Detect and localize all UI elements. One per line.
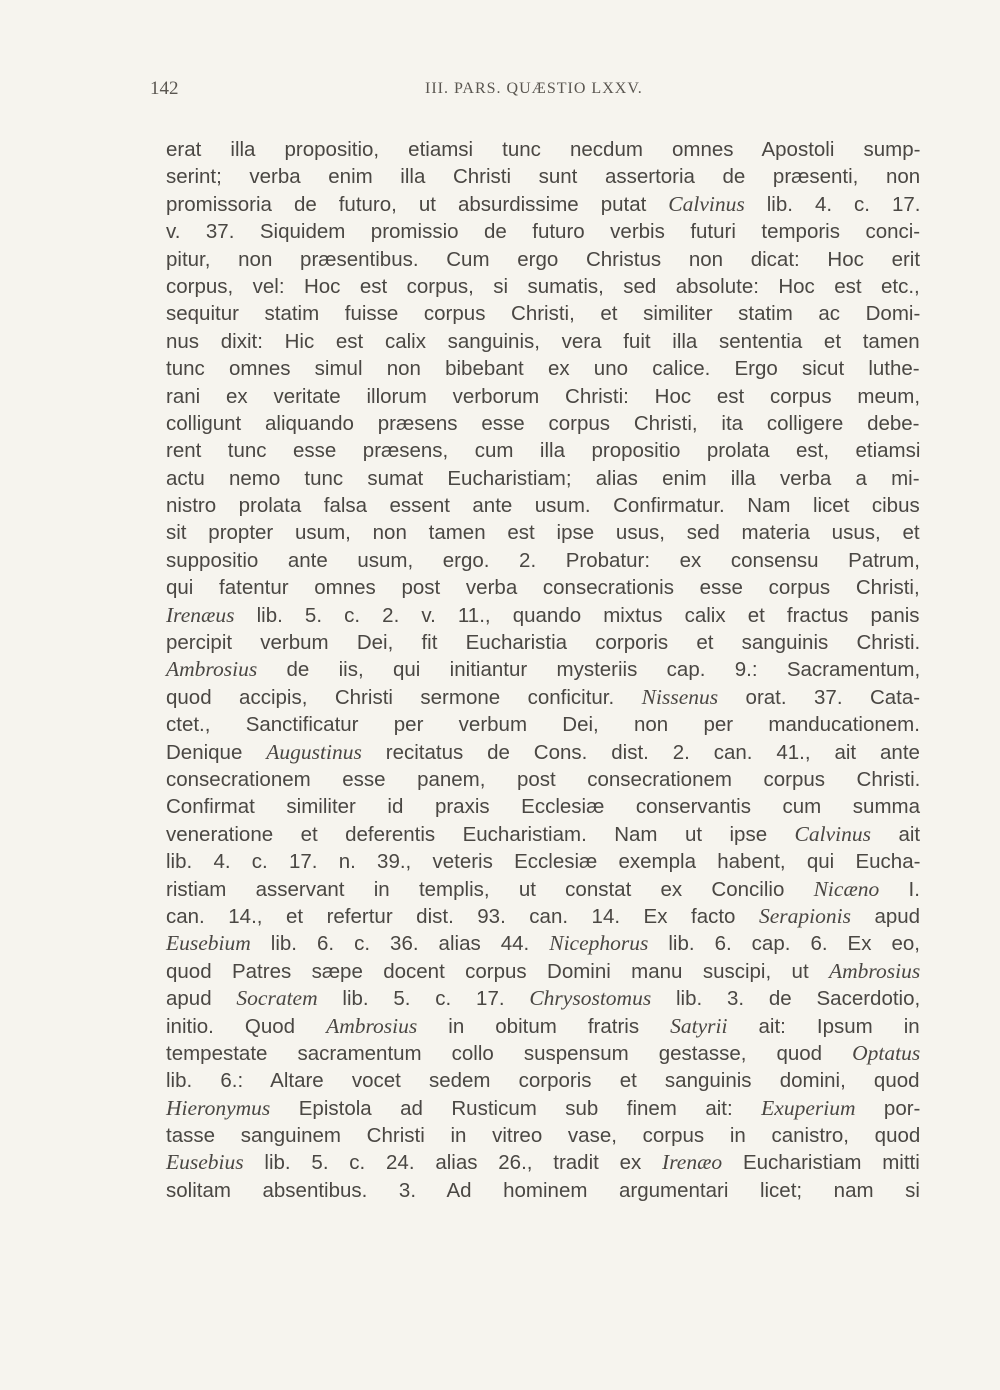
text-line	[166, 684, 920, 711]
text-line	[166, 328, 920, 355]
text-line	[166, 602, 920, 629]
italic-name: Socratem	[236, 986, 318, 1011]
italic-name: Hieronymus	[166, 1095, 271, 1120]
text-segment: I.	[879, 877, 920, 901]
text-line	[166, 547, 920, 574]
text-line	[166, 793, 920, 820]
text-segment: colligunt aliquando præsens esse corpus Christi, ita colligere debe-	[166, 411, 920, 435]
text-segment: lib. 6.: Altare vocet sedem corporis et sanguinis domini, quod	[166, 1069, 920, 1093]
text-segment: recitatus de Cons. dist. 2. can. 41., ait ante	[361, 740, 920, 764]
italic-name: Serapionis	[758, 903, 851, 928]
text-segment: veneratione et deferentis Eucharistiam. Nam ut ipse	[166, 822, 795, 846]
text-segment: lib. 4. c. 17. n. 39., veteris Ecclesiæ exempla habent, qui Eucha-	[166, 850, 921, 874]
text-line	[166, 739, 920, 766]
text-segment: erat illa propositio, etiamsi tunc necdum omnes Apostoli sump-	[166, 138, 921, 161]
italic-name: Chrysostomus	[529, 986, 652, 1011]
text-line	[166, 848, 920, 875]
italic-name: Exuperium	[761, 1095, 856, 1120]
text-line	[166, 629, 920, 656]
text-line	[166, 766, 920, 793]
text-line	[166, 465, 920, 492]
text-line	[166, 930, 920, 957]
text-segment: lib. 3. de Sacerdotio,	[651, 987, 921, 1011]
text-segment: tempestate sacramentum collo suspensum gestasse, quod	[166, 1041, 853, 1065]
text-line	[166, 1095, 920, 1122]
text-segment: Confirmat similiter id praxis Ecclesiæ conservantis cum summa	[166, 795, 921, 819]
italic-name: Irenæus	[166, 602, 235, 627]
text-line	[166, 437, 920, 464]
text-line	[166, 136, 920, 163]
text-line	[166, 410, 920, 437]
text-line	[166, 1013, 920, 1040]
text-line	[166, 246, 920, 273]
text-segment: ristiam asservant in templis, ut constat ex Concilio	[166, 877, 814, 901]
italic-name: Nicephorus	[549, 931, 649, 956]
text-segment: tasse sanguinem Christi in vitreo vase, corpus in canistro, quod	[166, 1124, 921, 1148]
text-segment: lib. 5. c. 2. v. 11., quando mixtus calix et fractus panis	[234, 603, 920, 627]
text-segment: apud	[166, 987, 237, 1011]
italic-name: Ambrosius	[326, 1013, 418, 1038]
text-line	[166, 163, 920, 190]
text-line	[166, 574, 920, 601]
text-line	[166, 300, 920, 327]
italic-name: Calvinus	[794, 821, 871, 846]
text-line	[166, 1067, 920, 1094]
text-line	[166, 273, 920, 300]
text-line	[166, 1149, 920, 1176]
text-segment: percipit verbum Dei, fit Eucharistia corporis et sanguinis Christi.	[166, 631, 921, 655]
text-segment: apud	[850, 904, 921, 928]
text-segment: tunc omnes simul non bibebant ex uno calice. Ergo sicut luthe-	[166, 357, 920, 381]
text-segment: v. 37. Siquidem promissio de futuro verbis futuri temporis conci-	[166, 220, 921, 244]
text-segment: ait	[871, 822, 921, 846]
italic-name: Ambrosius	[829, 958, 921, 983]
page-number: 142	[150, 78, 179, 99]
italic-name: Calvinus	[668, 191, 745, 216]
italic-name: Satyrii	[670, 1013, 728, 1038]
text-segment: can. 14., et refertur dist. 93. can. 14. Ex facto	[166, 904, 759, 928]
text-segment: lib. 5. c. 17.	[317, 987, 530, 1011]
text-segment: ait: Ipsum in	[727, 1014, 920, 1038]
italic-name: Ambrosius	[166, 657, 258, 682]
text-segment: orat. 37. Cata-	[718, 685, 921, 709]
text-line	[166, 958, 920, 985]
text-line	[166, 191, 920, 218]
running-head	[150, 78, 930, 106]
text-segment: quod Patres sæpe docent corpus Domini manu suscipi, ut	[166, 959, 829, 983]
text-line	[166, 492, 920, 519]
text-segment: corpus, vel: Hoc est corpus, si sumatis, sed absolute: Hoc est etc.,	[166, 274, 920, 298]
text-segment: quod accipis, Christi sermone conficitur.	[166, 685, 642, 709]
text-segment: nus dixit: Hic est calix sanguinis, vera fuit illa sententia et tamen	[166, 329, 920, 353]
text-segment: promissoria de futuro, ut absurdissime putat	[166, 192, 669, 216]
text-segment: rent tunc esse præsens, cum illa propositio prolata est, etiamsi	[166, 439, 921, 463]
text-segment: solitam absentibus. 3. Ad hominem argumentari licet; nam si	[166, 1178, 920, 1202]
italic-name: Nicæno	[813, 876, 880, 901]
text-line	[166, 656, 920, 683]
text-segment: consecrationem esse panem, post consecrationem corpus Christi.	[166, 767, 921, 791]
text-segment: suppositio ante usum, ergo. 2. Probatur: ex consensu Patrum,	[166, 548, 920, 572]
text-segment: Epistola ad Rusticum sub finem ait:	[270, 1096, 762, 1120]
text-segment: qui fatentur omnes post verba consecrationis esse corpus Christi,	[166, 576, 920, 600]
text-segment: sit propter usum, non tamen est ipse usus, sed materia usus, et	[166, 521, 920, 545]
text-line	[166, 876, 920, 903]
text-segment: lib. 6. c. 36. alias 44.	[250, 932, 550, 956]
italic-name: Augustinus	[266, 739, 362, 764]
text-segment: Denique	[166, 740, 267, 764]
text-line	[166, 1177, 920, 1204]
text-segment: Eucharistiam mitti	[722, 1151, 920, 1175]
text-segment: lib. 4. c. 17.	[744, 192, 921, 216]
text-line	[166, 821, 920, 848]
text-segment: por-	[855, 1096, 921, 1120]
text-line	[166, 903, 920, 930]
text-segment: ctet., Sanctificatur per verbum Dei, non per manducationem.	[166, 713, 920, 737]
text-segment: serint; verba enim illa Christi sunt assertoria de præsenti, non	[166, 165, 921, 189]
text-line	[166, 383, 920, 410]
text-line	[166, 985, 920, 1012]
italic-name: Eusebium	[166, 931, 251, 956]
section-heading: III. PARS. QUÆSTIO LXXV.	[425, 80, 643, 97]
text-segment: in obitum fratris	[417, 1014, 671, 1038]
text-segment: rani ex veritate illorum verborum Christi: Hoc est corpus meum,	[166, 384, 921, 408]
text-segment: actu nemo tunc sumat Eucharistiam; alias enim illa verba a mi-	[166, 466, 920, 490]
text-line	[166, 711, 920, 738]
text-segment: lib. 6. cap. 6. Ex eo,	[648, 932, 920, 956]
text-segment: pitur, non præsentibus. Cum ergo Christus non dicat: Hoc erit	[166, 247, 921, 271]
text-segment: sequitur statim fuisse corpus Christi, et similiter statim ac Domi-	[166, 302, 921, 326]
italic-name: Nissenus	[641, 684, 719, 709]
text-segment: lib. 5. c. 24. alias 26., tradit ex	[243, 1151, 663, 1175]
text-line	[166, 218, 920, 245]
text-line	[166, 1040, 920, 1067]
text-segment: nistro prolata falsa essent ante usum. Confirmatur. Nam licet cibus	[166, 494, 920, 518]
italic-name: Eusebius	[166, 1150, 244, 1175]
text-line	[166, 355, 920, 382]
body-text	[166, 136, 920, 1204]
text-segment: initio. Quod	[166, 1014, 327, 1038]
text-line	[166, 1122, 920, 1149]
italic-name: Optatus	[852, 1040, 921, 1065]
text-segment: de iis, qui initiantur mysteriis cap. 9.: Sacramentum,	[257, 658, 921, 682]
italic-name: Irenæo	[662, 1150, 723, 1175]
text-line	[166, 519, 920, 546]
